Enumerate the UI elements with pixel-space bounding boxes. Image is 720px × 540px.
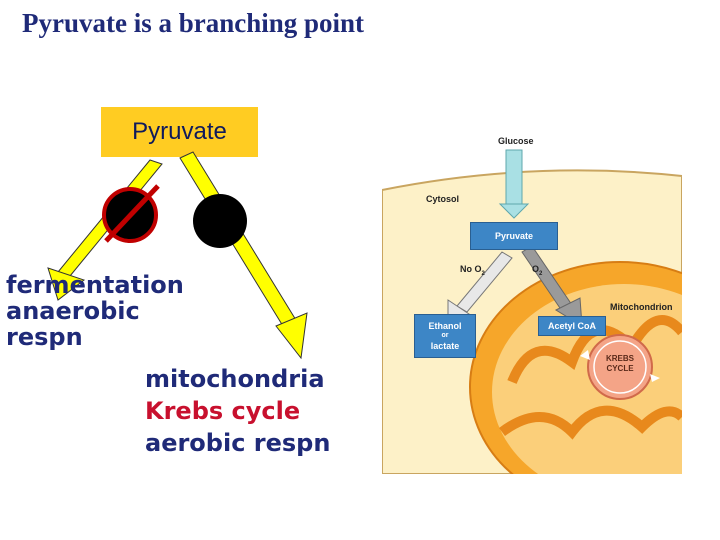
or-label: or [441, 332, 449, 339]
left-branch-labels [6, 272, 184, 350]
pyruvate-label: Pyruvate [132, 118, 227, 145]
allowed-circle-icon [193, 194, 247, 248]
mitochondrion-label: Mitochondrion [610, 302, 673, 312]
acetyl-coa-box [538, 316, 606, 336]
right-branch-labels [145, 363, 330, 459]
acetyl-coa-label: Acetyl CoA [547, 321, 596, 331]
slide-title: Pyruvate is a branching point [22, 8, 365, 38]
right-label-aerobic-respn: aerobic respn [145, 429, 331, 457]
lactate-label: lactate [430, 341, 460, 351]
ethanol-lactate-box [414, 314, 476, 358]
right-label-krebs-cycle: Krebs cycle [145, 397, 301, 425]
cytosol-label: Cytosol [426, 194, 460, 204]
left-label-fermentation: fermentation [6, 271, 184, 299]
pyruvate-figure-box [470, 222, 558, 250]
pyruvate-figure-label: Pyruvate [494, 231, 534, 241]
glucose-label: Glucose [498, 136, 534, 146]
pathway-figure [382, 132, 682, 474]
right-branch-arrow [180, 152, 307, 358]
right-label-mitochondria: mitochondria [145, 365, 325, 393]
left-label-anaerobic: anaerobic [6, 297, 140, 325]
left-label-respn: respn [6, 323, 83, 351]
no-o2-label: No $O_2$ [460, 264, 485, 277]
ethanol-label: Ethanol [428, 321, 462, 331]
o2-label: $O_2$ [532, 264, 543, 277]
krebs-cycle-label: KREBS CYCLE [605, 354, 634, 373]
prohibited-icon [104, 186, 158, 241]
